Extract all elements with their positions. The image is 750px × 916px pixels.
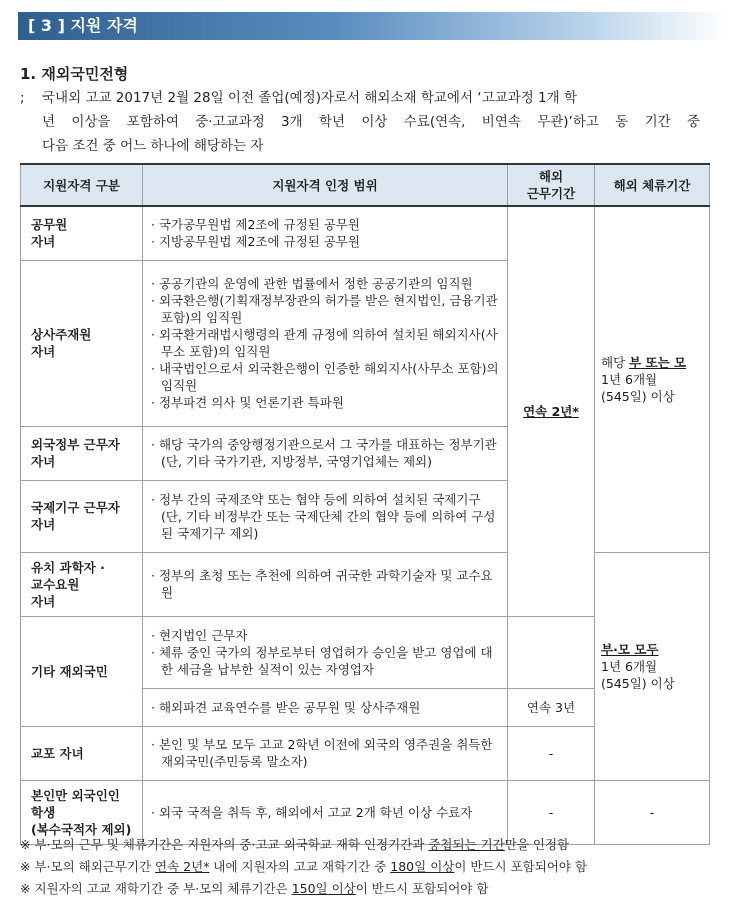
work-cell: - xyxy=(508,780,595,844)
merged-stay-one-parent: 해당 부 또는 모 1년 6개월 (545일) 이상 xyxy=(595,206,710,552)
intro-bullet: ; xyxy=(20,90,25,106)
category-international-org: 국제기구 근무자 자녀 xyxy=(21,480,143,552)
scope-cell: · 공공기관의 운영에 관한 법률에서 정한 공공기관의 임직원 · 외국환은행(기획재정부장관의 허가를 받은 현지법인, 금융기관 포함)의 임직원 · 외국환거래법시행령의 관계 규정에 의하여 설치된 해외지사(사무소 포함)의 임직원 · 내국법인으로서 외국환은행이 인증한 해외지사(사무소 포함)의 임직원 · 정부파견 의사 및 언론기관 특파원 xyxy=(143,260,508,426)
header-overseas-work: 해외 근무기간 xyxy=(508,164,595,206)
intro-line-2: 년 이상을 포함하여 중·고교과정 3개 학년 이상 수료(연속, 비연속 무관)’하고 동 기간 중 xyxy=(42,114,700,130)
scope-cell: · 해당 국가의 중앙행정기관으로서 그 국가를 대표하는 정부기관(단, 기타 국가기관, 지방정부, 국영기업체는 제외) xyxy=(143,426,508,480)
work-empty xyxy=(508,616,595,688)
table-row xyxy=(21,552,710,616)
intro-paragraph xyxy=(20,86,700,158)
category-business-staff: 상사주재원 자녀 xyxy=(21,260,143,426)
merged-stay-both-parents: 부·모 모두 1년 6개월 (545일) 이상 xyxy=(595,552,710,780)
category-kyopo: 교포 자녀 xyxy=(21,726,143,780)
footnotes xyxy=(20,834,720,900)
scope-cell: · 외국 국적을 취득 후, 해외에서 고교 2개 학년 이상 수료자 xyxy=(143,780,508,844)
category-self-foreign: 본인만 외국인인 학생 (복수국적자 제외) xyxy=(21,780,143,844)
intro-line-1: 국내외 고교 2017년 2월 28일 이전 졸업(예정)자로서 해외소재 학교에서 ‘고교과정 1개 학 xyxy=(42,90,578,106)
work-cell: - xyxy=(508,726,595,780)
header-stay: 해외 체류기간 xyxy=(595,164,710,206)
category-other-overseas: 기타 재외국민 xyxy=(21,616,143,726)
category-civil-servant: 공무원 자녀 xyxy=(21,206,143,260)
subsection-heading: 1. 재외국민전형 xyxy=(20,65,129,83)
header-category: 지원자격 구분 xyxy=(21,164,143,206)
header-scope: 지원자격 인정 범위 xyxy=(143,164,508,206)
footnote-3: ※ 지원자의 고교 재학기간 중 부·모의 체류기간은 150일 이상이 반드시 포함되어야 함 xyxy=(20,881,489,896)
scope-cell: · 정부의 초청 또는 추천에 의하여 귀국한 과학기술자 및 교수요원 xyxy=(143,552,508,616)
scope-cell: · 국가공무원법 제2조에 규정된 공무원 · 지방공무원법 제2조에 규정된 공무원 xyxy=(143,206,508,260)
scope-cell: · 정부 간의 국제조약 또는 협약 등에 의하여 설치된 국제기구(단, 기타 비정부간 또는 국제단체 간의 협약 등에 의하여 구성된 국제기구 제외) xyxy=(143,480,508,552)
eligibility-table xyxy=(20,163,710,845)
table-row xyxy=(21,206,710,260)
stay-cell: - xyxy=(595,780,710,844)
work-cell: 연속 3년 xyxy=(508,688,595,726)
section-title: [ 3 ] 지원 자격 xyxy=(28,16,138,35)
section-title-bar xyxy=(18,12,728,40)
footnote-2: ※ 부·모의 해외근무기간 연속 2년* 내에 지원자의 고교 재학기간 중 180일 이상이 반드시 포함되어야 함 xyxy=(20,859,588,874)
scope-cell: · 현지법인 근무자 · 체류 중인 국가의 정부로부터 영업허가 승인을 받고 영업에 대한 세금을 납부한 실적이 있는 자영업자 xyxy=(143,616,508,688)
table-header-row xyxy=(21,164,710,206)
scope-cell: · 해외파견 교육연수를 받은 공무원 및 상사주재원 xyxy=(143,688,508,726)
merged-work-continuous: 연속 2년* xyxy=(508,206,595,616)
category-invited-scientist: 유치 과학자 · 교수요원 자녀 xyxy=(21,552,143,616)
footnote-1: ※ 부·모의 근무 및 체류기간은 지원자의 중·고교 외국학교 재학 인정기간과 중첩되는 기간만을 인정함 xyxy=(20,837,570,852)
intro-line-3: 다음 조건 중 어느 하나에 해당하는 자 xyxy=(42,138,264,154)
category-foreign-government: 외국정부 근무자 자녀 xyxy=(21,426,143,480)
scope-cell: · 본인 및 부모 모두 고교 2학년 이전에 외국의 영주권을 취득한 재외국민(주민등록 말소자) xyxy=(143,726,508,780)
